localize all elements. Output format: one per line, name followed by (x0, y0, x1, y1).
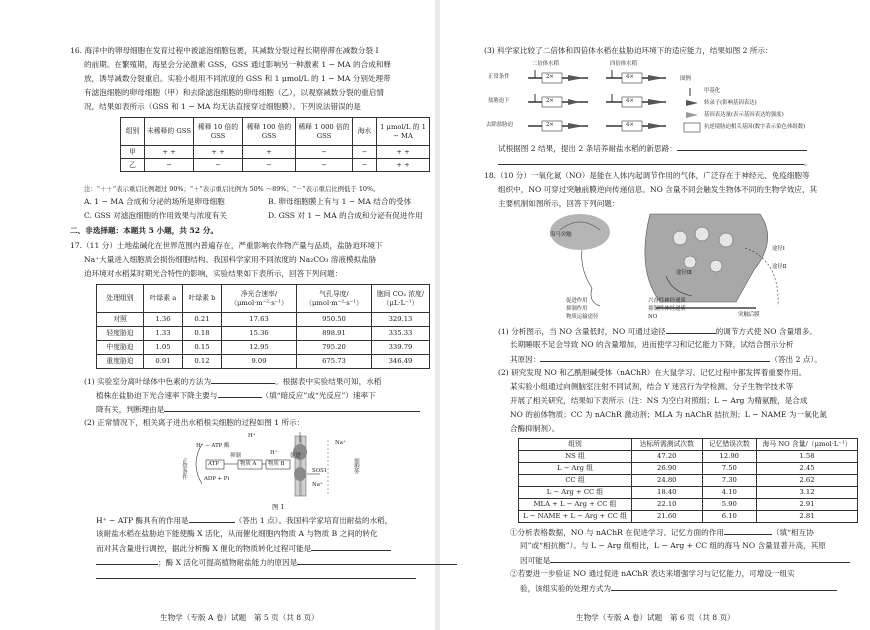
q18-p4b: 验，该组实验的处理方式为 (520, 584, 612, 593)
presynaptic-terminal (645, 214, 768, 302)
q18-p3-line1 (510, 527, 814, 538)
q16-option-d: D. GSS 对 1 − MA 的合成和分泌有促进作用 (268, 211, 423, 220)
answer-blank[interactable] (96, 557, 158, 565)
arrow-line (196, 444, 202, 484)
q16-th: 未稀释的 GSS (145, 118, 194, 146)
q16-line1: 16. 海洋中的卵母细胞在发育过程中被滤泡细胞包裹，其减数分裂过程长期停滞在减数分裂 I (70, 46, 379, 55)
fig1-caption: 图 1 (272, 503, 285, 511)
answer-blank[interactable] (211, 376, 275, 384)
fig-legend-inhibit: 抑制作用 (566, 306, 588, 312)
q17-th: 处理组别 (97, 285, 144, 313)
fig2-box-label: 4× (626, 98, 634, 104)
fig-legend-inhibitory: 抑制性神经递质 (648, 306, 686, 312)
fig1-protein-b: 物质 B (268, 461, 285, 467)
figure-2-ploidy (480, 58, 870, 140)
answer-blank[interactable] (311, 543, 391, 551)
q18-p1c: 长期睡眠不足会导致 NO 的含量增加，进而使学习和记忆能力下降，试结合图示分析 (510, 340, 794, 349)
q18-th: 海马 NO 含量/（μmol·L⁻¹） (757, 439, 858, 451)
q16-cell: + (243, 146, 296, 159)
fig2-legend-methylation: 甲基化 (704, 88, 721, 94)
q18-line3: 主要机制如图所示，回答下列问题： (498, 199, 620, 208)
q18-cell: 5.90 (702, 499, 756, 511)
vesicle (719, 233, 733, 247)
q18-cell: NS 组 (519, 451, 632, 463)
vesicle (710, 260, 722, 272)
q17-cell: 17.63 (222, 313, 297, 327)
fig1-normal: 正常条件 (181, 458, 187, 480)
vesicle (673, 231, 687, 245)
fig1-h-out: H⁺ (248, 433, 256, 439)
q17-cell: 346.49 (372, 355, 430, 369)
q16-th: 稀释 10 倍的 GSS (194, 118, 243, 146)
q17-p1-line3 (96, 404, 420, 415)
q18-p2d: NO 的前体物质；CC 为 nAChR 激动剂；MLA 为 nAChR 拮抗剂；L − NAME 为一氧化氮 (510, 410, 827, 419)
q17-th: 叶绿素 b (183, 285, 222, 313)
fig1-inhibit: 抑制 (230, 453, 241, 459)
q17-cell: 0.15 (183, 341, 222, 355)
q17-cell: 轻度胁迫 (97, 327, 144, 341)
q18-cell: 22.10 (632, 499, 703, 511)
fig-path2: 途径Ⅱ (772, 264, 787, 270)
q18-p3b: （填“相互协 (771, 528, 814, 537)
q17-cell: 1.36 (144, 313, 183, 327)
q17-p3a: H⁺ − ATP 酶具有的作用是 (96, 516, 189, 525)
q18-cell: 12.90 (702, 451, 756, 463)
q18-th: 组别 (519, 439, 632, 451)
q16-cell: − (296, 146, 353, 159)
q18-p1e: （答出 2 点）。 (770, 355, 822, 364)
answer-blank[interactable] (677, 143, 807, 151)
legend-expression (686, 112, 698, 118)
q18-line2: 组织中，NO 可穿过突触前膜逆向传递信息。NO 含量不同会触发生物体不同的生物学效应，其 (498, 185, 818, 194)
q17-p3d: 而对其含量进行调控，据此分析酶 X 催化的物质转化过程可能是 (96, 544, 312, 553)
q17-cell: 1.33 (144, 327, 183, 341)
fig2-box-label: 2× (546, 98, 554, 104)
q17-cell: 335.33 (372, 327, 430, 341)
q18-p2c: 开展了相关研究，结果如下表所示（注：NS 为空白对照组；L − Arg 为精氨酸，是合成 (510, 396, 808, 405)
fig1-promote: 促进 (290, 453, 301, 459)
q17-cell: 中度胁迫 (97, 341, 144, 355)
q16-line3: 放，诱导减数分裂重启。实验小组用不同浓度的 GSS 和 1 μmol/L 的 1 − MA 分别处理带 (84, 74, 391, 83)
fig2-diploid-title: 二倍体水稻 (532, 61, 559, 67)
q18-cell: 24.80 (632, 475, 703, 487)
fig2-row-salt: 盐胁迫下 (488, 98, 510, 104)
left-footer: 生物学（专版 A 卷）试题 第 5 页（共 8 页） (160, 613, 319, 622)
fig1-outside: 细胞外 (353, 458, 359, 475)
q17-p3b: （答出 1 点）。我国科学家培育出耐盐的水稻， (234, 516, 393, 525)
q17-p1a: (1) 实验室分离叶绿体中色素的方法为 (84, 377, 212, 386)
q18-cell: 47.20 (632, 451, 703, 463)
q17-th: 净光合速率/（μmol·m⁻²·s⁻¹） (222, 285, 297, 313)
q16-th: 海水 (353, 118, 377, 146)
expression-arrow (648, 75, 664, 81)
q18-p3a: ①分析表格数据，NO 与 nAChR 在促进学习、记忆方面的作用 (510, 528, 724, 537)
answer-blank[interactable] (164, 404, 420, 412)
fig1-sos1: SOS1 (312, 468, 328, 474)
q17-cell: 329.13 (372, 313, 430, 327)
fig2-row-removed: 去除盐胁迫 (486, 122, 513, 128)
expression-arrow (568, 123, 584, 129)
fig2-legend-gene: 抗逆境胁迫相关基因(数字表示染色体组数) (704, 124, 806, 130)
q17-p1d: （填“暗反应”或“光反应”）速率下 (261, 391, 376, 400)
answer-blank[interactable] (540, 354, 770, 362)
expression-arrow (648, 123, 664, 129)
q18-p3d: 因可能是 (520, 556, 551, 565)
q16-cell: 甲 (121, 146, 145, 159)
q17-line1: 17.（11 分）土地盐碱化在世界范围内普遍存在，严重影响农作物产量与品质，盐胁迫环境下 (70, 241, 383, 250)
q17-p1c: 植株在盐胁迫下光合速率下降主要与 (96, 391, 218, 400)
fig2-box-label: 2× (546, 74, 554, 80)
q17-cell: 对照 (97, 313, 144, 327)
q18-cell: 7.50 (702, 463, 756, 475)
fig1-atpase-label: H⁺ − ATP 酶 (196, 443, 230, 449)
vesicle (684, 256, 696, 268)
q18-cell: 2.81 (757, 511, 858, 523)
fig-path3: 途径Ⅲ (676, 270, 692, 276)
q17-cell: 12.95 (222, 341, 297, 355)
q16-cell: + + (377, 159, 430, 172)
q17-cell: 675.73 (297, 355, 372, 369)
q16-option-b: B. 卵母细胞膜上有与 1 − MA 结合的受体 (268, 197, 412, 206)
q18-cell: 1.58 (757, 451, 858, 463)
q17-3-caption: 试根据图 2 结果，提出 2 条培养耐盐水稻的新思路： (498, 144, 677, 153)
q17-p3-line5 (96, 571, 416, 582)
fig2-legend-expression: 基因表达量(表示基因表达的强度) (704, 112, 784, 118)
q18-cell: 21.60 (632, 511, 703, 523)
q18-p3-line3 (520, 555, 850, 566)
answer-blank[interactable] (189, 515, 235, 523)
q16-cell: − (353, 146, 377, 159)
answer-blank[interactable] (96, 571, 416, 579)
q17-cell: 0.18 (183, 327, 222, 341)
fig1-na-in: Na⁺ (312, 482, 323, 488)
q17-p1-line1 (84, 376, 381, 387)
right-page (440, 0, 870, 630)
fig2-legend-transposon: 转录子(影响基因表达) (704, 100, 757, 106)
q17-cell: 0.12 (183, 355, 222, 369)
fig-legend-transport: 物质运输途径 (566, 314, 599, 320)
fig2-box-label: 4× (626, 74, 634, 80)
q18-cell: 2.62 (757, 475, 858, 487)
sos1-protein (294, 467, 306, 481)
right-footer: 生物学（专版 A 卷）试题 第 6 页（共 8 页） (576, 613, 735, 622)
q17-p3c: 该耐盐水稻在盐胁迫下能使酶 X 活化，从而催化细胞内物质 A 与物质 B 之间的转化 (96, 529, 378, 538)
fig1-h-in: H⁺ (270, 450, 278, 456)
q18-cell: L − Arg + CC 组 (519, 487, 632, 499)
q17-p3-line3 (96, 543, 391, 554)
q16-note: 注：“＋＋”表示重启比例超过 90%；“＋”表示重启比例为 50% ～89%；“－”表示重启比例低于 10%。 (84, 185, 380, 193)
q17-3-line1: (3) 科学家比较了二倍体和四倍体水稻在盐胁迫环境下的适应能力，结果如图 2 所示： (484, 46, 773, 55)
q17-cell: 950.50 (297, 313, 372, 327)
q16-cell: − (296, 159, 353, 172)
q17-3-prompt-line2 (498, 157, 812, 168)
answer-blank[interactable] (550, 555, 850, 563)
q18-cell: MLA + L − Arg + CC 组 (519, 499, 632, 511)
q17-cell: 1.05 (144, 341, 183, 355)
q18-p1b: 的调节方式使 NO 含量增多。 (715, 327, 817, 336)
q17-cell: 9.09 (222, 355, 297, 369)
q17-3-ending: 。 (804, 158, 812, 167)
vesicle (695, 227, 709, 241)
q16-line2: 的前期。在繁殖期，海星会分泌激素 GSS，GSS 通过影响另一种激素 1 − MA 的合成和释 (84, 60, 392, 69)
q18-cell: 26.90 (632, 463, 703, 475)
fig-postsynaptic: 突触后膜 (738, 312, 760, 318)
q17-cell: 339.79 (372, 341, 430, 355)
q16-line5: 况，结果如表所示（GSS 和 1 − MA 均无法直接穿过细胞膜）。下列说法错误的是 (84, 102, 361, 111)
expression-arrow (648, 99, 666, 105)
q18-cell: CC 组 (519, 475, 632, 487)
q18-cell: 18.40 (632, 487, 703, 499)
answer-blank[interactable] (498, 157, 804, 165)
fig2-tetraploid-title: 四倍体水稻 (610, 61, 637, 67)
q17-p3-line4 (96, 557, 457, 568)
answer-blank[interactable] (218, 390, 262, 398)
fig-path1: 途径Ⅰ (772, 246, 785, 252)
fig2-legend-title: 图例 (680, 76, 691, 82)
fig1-adp: ADP + Pi (204, 476, 230, 482)
fig-hippocampus: 海马突触 (550, 232, 572, 238)
q17-cell: 0.21 (183, 313, 222, 327)
fig2-box-label: 4× (626, 122, 634, 128)
q16-cell: − (243, 159, 296, 172)
expression-arrow (568, 99, 580, 105)
q16-cell: + + (194, 146, 243, 159)
fig-legend-no: NO (648, 314, 658, 320)
q16-option-c: C. GSS 对滤泡细胞的作用效果与浓度有关 (84, 211, 228, 220)
q16-cell: 乙 (121, 159, 145, 172)
q16-th: 稀释 1 000 倍的 GSS (296, 118, 353, 146)
q16-cell: + + (145, 146, 194, 159)
fig2-row-normal: 正常条件 (488, 74, 510, 80)
q17-cell: 15.36 (222, 327, 297, 341)
answer-blank[interactable] (611, 583, 837, 591)
q16-th: 1 μmol/L 的 1 − MA (377, 118, 430, 146)
q17-p1b: 。根据表中实验结果可知，水稻 (275, 377, 382, 386)
q18-p2a: (2) 研究发现 NO 和乙酰胆碱受体（nAChR）在大鼠学习、记忆过程中都发挥着重要作用。 (498, 368, 807, 377)
answer-blank[interactable] (724, 527, 772, 535)
legend-gene-box (684, 123, 700, 132)
q18-p2e: 合酶抑制剂）。 (510, 424, 560, 433)
q17-cell: 重度胁迫 (97, 355, 144, 369)
q17-line2: Na⁺大量进入细胞质会损伤细胞结构。我国科学家用不同浓度的 Na₂CO₃ 溶液模拟盐胁 (84, 255, 377, 264)
q18-th: 达标所需测试次数 (632, 439, 703, 451)
q18-th: 记忆错误次数 (702, 439, 756, 451)
q18-cell: 4.10 (702, 487, 756, 499)
answer-blank[interactable] (297, 557, 457, 565)
q18-p4a: ②若要进一步验证 NO 通过促进 nAChR 表达来增强学习与记忆能力，可增设一组实 (510, 569, 795, 578)
q18-cell: 6.10 (702, 511, 756, 523)
q16-th: 稀释 100 倍的 GSS (243, 118, 296, 146)
q17-th: 叶绿素 a (144, 285, 183, 313)
q18-p1d: 其原因： (510, 355, 541, 364)
q17-th: 气孔导度/（μmol·m⁻²·s⁻¹） (297, 285, 372, 313)
q16-table (120, 117, 430, 172)
q18-cell: 7.30 (702, 475, 756, 487)
q16-cell: + + (377, 146, 430, 159)
q17-p1-line2 (96, 390, 376, 401)
q17-table (96, 284, 430, 369)
q18-p1a: (1) 分析图示，当 NO 含量低时，NO 可通过途径 (498, 327, 666, 336)
q17-cell: 898.91 (297, 327, 372, 341)
q17-p1e: 降有关，判断理由是 (96, 405, 165, 414)
q18-cell: L − Arg 组 (519, 463, 632, 475)
expression-arrow (568, 75, 584, 81)
q18-line1: 18.（10 分）一氧化氮（NO）是能在人体内起调节作用的气体，广泛存在于神经元、免疫细胞等 (484, 171, 810, 180)
q16-option-a: A. 1 − MA 合成和分泌的场所是卵母细胞 (84, 197, 225, 206)
fig-legend-promote: 促进作用 (566, 298, 588, 304)
fig1-protein-a: 物质 A (240, 461, 257, 467)
q16-cell: − (194, 159, 243, 172)
q17-3-prompt (498, 143, 807, 154)
q16-line4: 有滤泡细胞的卵母细胞（甲）和去除滤泡细胞的卵母细胞（乙），以观察减数分裂的重启情 (84, 88, 384, 97)
q18-p1-line3 (510, 354, 822, 365)
q18-p2b: 某实验小组通过向侧脑室注射不同试剂，结合 Y 迷宫行为学检测、分子生物学技术等 (510, 382, 794, 391)
q17-p3e: ；酶 X 活化可提高植物耐盐能力的原因是 (158, 558, 298, 567)
fig1-na-out: Na⁺ (335, 440, 346, 446)
fig-legend-excitatory: 兴奋性神经递质 (648, 298, 686, 304)
q18-cell: 3.12 (757, 487, 858, 499)
q18-table (518, 438, 858, 523)
q17-cell: 0.91 (144, 355, 183, 369)
q17-p3-line1 (96, 515, 392, 526)
q17-cell: 795.20 (297, 341, 372, 355)
answer-blank[interactable] (666, 326, 716, 334)
fig2-box-label: 2× (546, 122, 554, 128)
q17-line3: 迫环境对水稻某时期光合特性的影响，实验结果如下表所示，回答下列问题： (84, 269, 343, 278)
q18-p3c: 同”或“相抗衡”）。与 L − Arg 组相比，L − Arg + CC 组的海马 NO 含量显著升高，其原 (520, 541, 826, 550)
q16-cell: − (353, 159, 377, 172)
q18-cell: 2.91 (757, 499, 858, 511)
fig1-atp: ATP (208, 461, 219, 467)
q17-th: 胞间 CO₂ 浓度/（μL·L⁻¹） (372, 285, 430, 313)
section-heading: 二、非选择题：本题共 5 小题，共 52 分。 (70, 226, 218, 235)
q18-p1-line1 (498, 326, 817, 337)
q18-cell: L − NAME + L − Arg + CC 组 (519, 511, 632, 523)
q16-cell: − (145, 159, 194, 172)
q18-p4-line2 (520, 583, 837, 594)
q18-cell: 2.45 (757, 463, 858, 475)
q16-th: 组别 (121, 118, 145, 146)
q17-p2: (2) 正常情况下，相关离子进出水稻根尖细胞的过程如图 1 所示： (84, 418, 305, 427)
legend-transposon (686, 100, 698, 106)
